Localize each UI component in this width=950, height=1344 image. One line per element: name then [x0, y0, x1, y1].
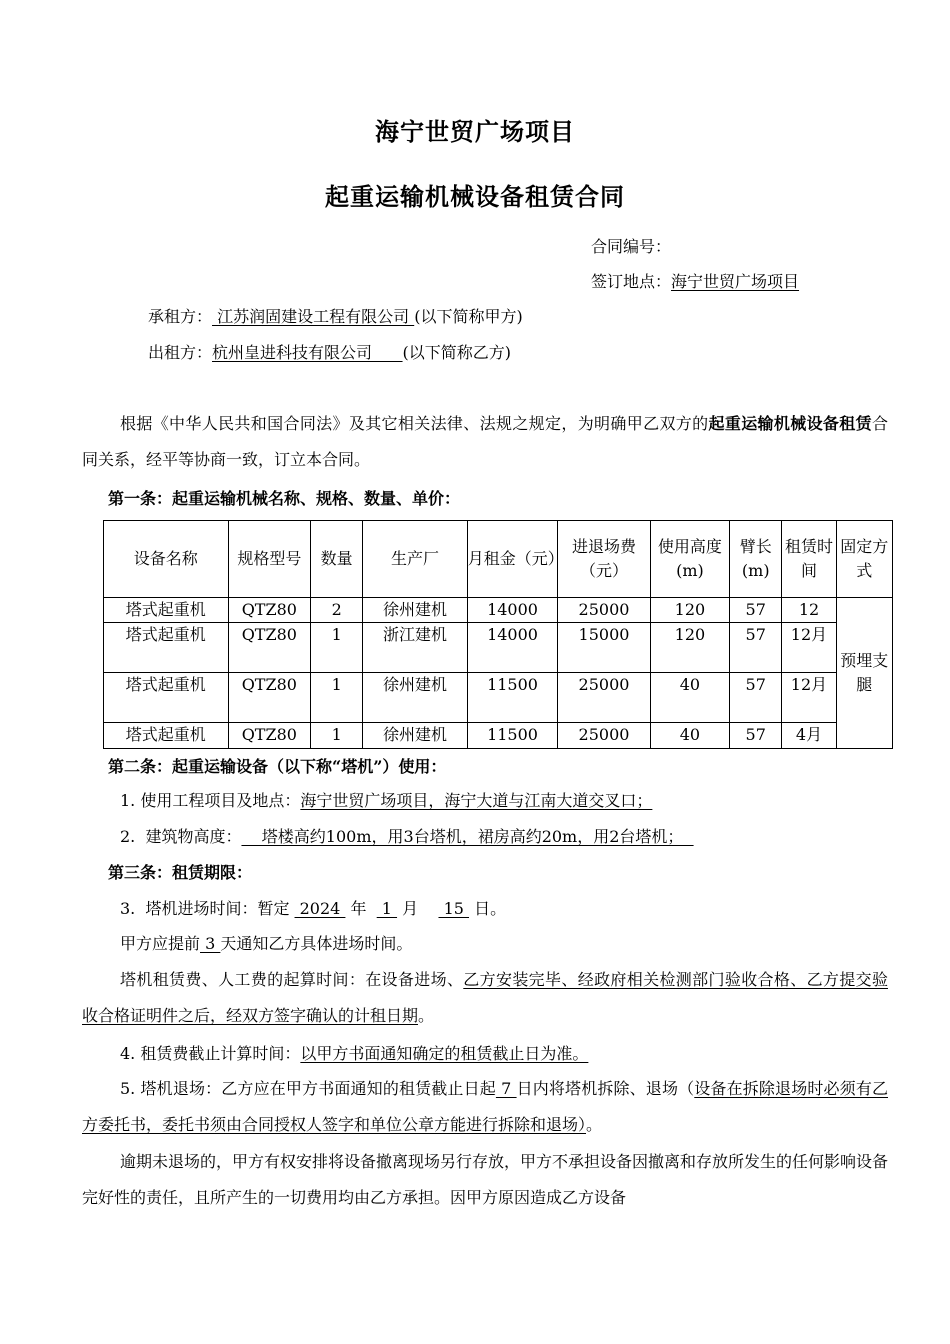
article-1-heading: 第一条：起重运输机械名称、规格、数量、单价：: [108, 489, 461, 508]
document-subtitle: 起重运输机械设备租赁合同: [325, 182, 625, 211]
table-cell: 14000: [467, 598, 557, 623]
table-cell: 25000: [558, 598, 650, 623]
overdue-paragraph: 逾期未退场的，甲方有权安排将设备撤离现场另行存放，甲方不承担设备因撤离和存放所发生的任何影响设备完好性的责任，且所产生的一切费用均由乙方承担。因甲方原因造成乙方设备: [82, 1152, 889, 1207]
table-cell: 40: [650, 723, 729, 749]
entry-month: 1: [376, 899, 398, 918]
notice-text-b: 天通知乙方具体进场时间。: [220, 934, 413, 953]
table-cell: 15000: [558, 623, 650, 673]
notice-text-a: 甲方应提前: [120, 934, 201, 953]
lessee-suffix: (以下简称甲方): [414, 307, 523, 326]
table-cell: 塔式起重机: [104, 598, 229, 623]
sign-place-value: 海宁世贸广场项目: [671, 272, 800, 291]
table-cell: 40: [650, 673, 729, 723]
table-cell: QTZ80: [228, 723, 310, 749]
table-row: [104, 598, 893, 623]
col-header: 臂长(m): [730, 521, 782, 598]
item-2-value: 塔楼高约100m，用3台塔机，裙房高约20m，用2台塔机；: [241, 827, 694, 846]
entry-year: 2024: [294, 899, 346, 918]
table-row: [104, 723, 893, 749]
table-cell: 120: [650, 598, 729, 623]
col-header: 月租金（元）: [467, 521, 557, 598]
table-cell: 12月: [782, 673, 836, 723]
intro-bold: 起重运输机械设备租赁: [708, 414, 872, 433]
notice-line: [120, 933, 412, 955]
intro-paragraph: [82, 406, 888, 478]
col-header: 规格型号: [228, 521, 310, 598]
sign-place-label: 签订地点：: [591, 272, 672, 291]
item-5-paragraph: [82, 1071, 888, 1143]
col-header: 数量: [311, 521, 363, 598]
item-5-text-b: 日内将塔机拆除、退场（: [516, 1079, 695, 1098]
table-cell: 25000: [558, 673, 650, 723]
equipment-table: [103, 520, 893, 749]
article-3-heading: 第三条：租赁期限：: [108, 863, 253, 882]
col-header: 租赁时间: [782, 521, 836, 598]
table-cell: QTZ80: [228, 623, 310, 673]
contract-number-label: 合同编号：: [591, 237, 672, 256]
table-cell: 1: [311, 673, 363, 723]
rent-start-text: 塔机租赁费、人工费的起算时间：在设备进场、: [120, 970, 464, 989]
table-row: [104, 673, 893, 723]
item-4-value: 以甲方书面通知确定的租赁截止日为准。: [300, 1044, 589, 1063]
col-header: 固定方式: [836, 521, 892, 598]
rent-start-paragraph: [82, 962, 888, 1034]
lessor-value: 杭州皇进科技有限公司: [212, 343, 403, 362]
lessor-label: 出租方：: [148, 343, 213, 362]
item-2: [120, 826, 694, 848]
item-1-value: 海宁世贸广场项目，海宁大道与江南大道交叉口；: [300, 791, 653, 810]
col-header: 设备名称: [104, 521, 229, 598]
item-5-underlined: 设备在拆除退场时必须有乙方委托书，委托书须由合同授权人签字和单位公章方能进行拆除和退场）: [82, 1079, 888, 1134]
table-cell: 1: [311, 723, 363, 749]
item-5-end: 。: [586, 1115, 603, 1134]
table-cell: 11500: [467, 723, 557, 749]
table-cell: 12: [782, 598, 836, 623]
intro-end: 合同关系，经平等协商一致，订立本合同。: [82, 414, 888, 469]
table-cell: 120: [650, 623, 729, 673]
item-5-days: 7: [495, 1079, 517, 1098]
lessor-suffix: (以下简称乙方): [402, 343, 512, 362]
item-3-label: 3. 塔机进场时间：暂定: [120, 899, 295, 918]
lessor-line: [148, 342, 511, 364]
item-2-label: 2. 建筑物高度：: [120, 827, 242, 846]
table-cell: 塔式起重机: [104, 673, 229, 723]
item-4: [120, 1043, 588, 1065]
col-header: 进退场费（元）: [558, 521, 650, 598]
table-cell: 57: [730, 673, 782, 723]
document-title: 海宁世贸广场项目: [375, 117, 575, 146]
table-cell: 塔式起重机: [104, 623, 229, 673]
intro-text: 根据《中华人民共和国合同法》及其它相关法律、法规之规定，为明确甲乙双方的: [120, 414, 709, 433]
month-unit: 月: [397, 899, 439, 918]
table-cell: 57: [730, 723, 782, 749]
table-cell: 徐州建机: [363, 598, 468, 623]
lessee-value: 江苏润固建设工程有限公司: [212, 307, 415, 326]
item-1-label: 1. 使用工程项目及地点：: [120, 791, 301, 810]
rent-start-underlined: 乙方安装完毕、经政府相关检测部门验收合格、乙方提交验收合格证明件之后，经双方签字确认的计租日期: [82, 970, 888, 1025]
lessee-label: 承租方：: [148, 307, 213, 326]
table-cell: 徐州建机: [363, 673, 468, 723]
table-header-row: [104, 521, 893, 598]
year-unit: 年: [345, 899, 377, 918]
table-cell: QTZ80: [228, 598, 310, 623]
table-row: [104, 623, 893, 673]
item-5-text-a: 5. 塔机退场：乙方应在甲方书面通知的租赁截止日起: [120, 1079, 496, 1098]
lessee-line: [148, 306, 523, 328]
col-header: 使用高度(m): [650, 521, 729, 598]
table-cell: 12月: [782, 623, 836, 673]
item-1: [120, 790, 652, 812]
item-3: [120, 898, 506, 920]
table-cell: 57: [730, 598, 782, 623]
table-cell: 塔式起重机: [104, 723, 229, 749]
sign-place: [591, 271, 799, 293]
notice-days: 3: [200, 934, 221, 953]
table-cell: 1: [311, 623, 363, 673]
table-cell: 徐州建机: [363, 723, 468, 749]
table-cell: 2: [311, 598, 363, 623]
rent-start-end: 。: [418, 1006, 435, 1025]
table-cell: 11500: [467, 673, 557, 723]
col-header: 生产厂: [363, 521, 468, 598]
fix-method-cell: 预埋支腿: [836, 598, 892, 749]
table-cell: 浙江建机: [363, 623, 468, 673]
table-cell: 4月: [782, 723, 836, 749]
table-cell: 25000: [558, 723, 650, 749]
item-4-label: 4. 租赁费截止计算时间：: [120, 1044, 301, 1063]
table-cell: 14000: [467, 623, 557, 673]
table-cell: 57: [730, 623, 782, 673]
article-2-heading: 第二条：起重运输设备（以下称“塔机”）使用：: [108, 757, 447, 776]
day-unit: 日。: [469, 899, 507, 918]
entry-day: 15: [438, 899, 470, 918]
table-cell: QTZ80: [228, 673, 310, 723]
